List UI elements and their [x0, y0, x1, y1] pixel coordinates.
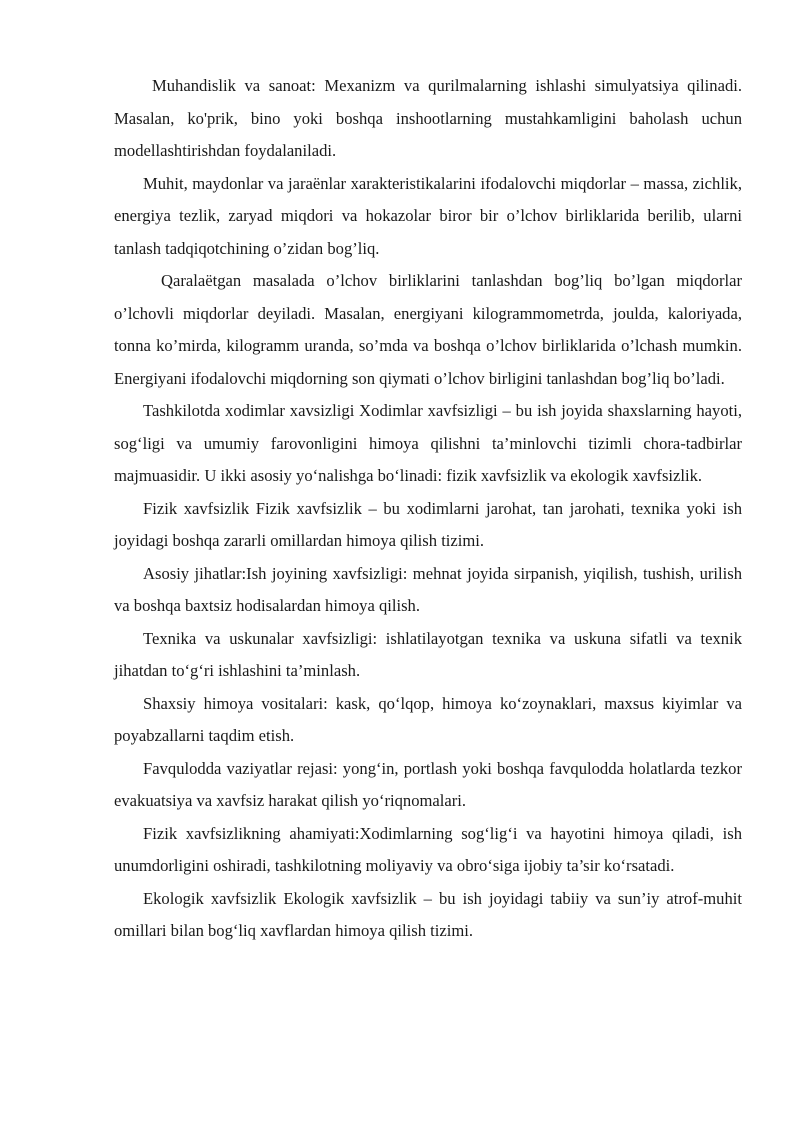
paragraph-employee-safety: Tashkilotda xodimlar xavsizligi Xodimlar xavfsizligi – bu ish joyida shaxslarning hayoti, sog‘ligi va umumiy farovonligini himoya qilishni ta’minlovchi tizimli chora-tadbirlar majmuasidir. U ikki asosiy yo‘nalishga bo‘linadi: fizik xavfsizlik va ekologik xavfsizlik. [114, 401, 742, 485]
paragraph-protective-equipment: Shaxsiy himoya vositalari: kask, qo‘lqop, himoya ko‘zoynaklari, maxsus kiyimlar va poyabzallarni taqdim etish. [114, 693, 742, 745]
paragraph-emergency-plan: Favqulodda vaziyatlar rejasi: yong‘in, portlash yoki boshqa favqulodda holatlarda tezkor evakuatsiya va xavfsiz harakat qilish yo‘riqnomalari. [114, 758, 742, 810]
document-page [114, 70, 742, 948]
paragraph-physical-safety: Fizik xavfsizlik Fizik xavfsizlik – bu xodimlarni jarohat, tan jarohati, texnika yoki ish joyidagi boshqa zararli omillardan himoya qilish tizimi. [114, 498, 742, 550]
paragraph-equipment-safety: Texnika va uskunalar xavfsizligi: ishlatilayotgan texnika va uskuna sifatli va texnik jihatdan to‘g‘ri ishlashini ta’minlash. [114, 628, 742, 680]
paragraph-ecological-safety: Ekologik xavfsizlik Ekologik xavfsizlik – bu ish joyidagi tabiiy va sun’iy atrof-muhit omillari bilan bog‘liq xavflardan himoya qilish tizimi. [114, 888, 742, 940]
paragraph-dimensional-quantities: Qaralaëtgan masalada o’lchov birliklarini tanlashdan bog’liq bo’lgan miqdorlar o’lchovli miqdorlar deyiladi. Masalan, energiyani kilogrammometrda, joulda, kaloriyada, tonna ko’mirda, kilogramm uranda, so’mda va boshqa o’lchov birliklarida o’lchash mumkin. Energiyani ifodalovchi miqdorning son qiymati o’lchov birligini tanlashdan bog’liq bo’ladi. [114, 271, 742, 388]
paragraph-main-aspects: Asosiy jihatlar:Ish joyining xavfsizligi: mehnat joyida sirpanish, yiqilish, tushish, urilish va boshqa baxtsiz hodisalardan himoya qilish. [114, 563, 742, 615]
paragraph-engineering: Muhandislik va sanoat: Mexanizm va qurilmalarning ishlashi simulyatsiya qilinadi. Masalan, ko'prik, bino yoki boshqa inshootlarning mustahkamligini baholash uchun modellashtirishdan foydalaniladi. [114, 76, 742, 160]
paragraph-physical-safety-importance: Fizik xavfsizlikning ahamiyati:Xodimlarning sog‘lig‘i va hayotini himoya qiladi, ish unumdorligini oshiradi, tashkilotning moliyaviy va obro‘siga ijobiy ta’sir ko‘rsatadi. [114, 823, 742, 875]
paragraph-quantities: Muhit, maydonlar va jaraënlar xarakteristikalarini ifodalovchi miqdorlar – massa, zichlik, energiya tezlik, zaryad miqdori va hokazolar biror bir o’lchov birliklarida berilib, ularni tanlash tadqiqotchining o’zidan bog’liq. [114, 173, 742, 258]
